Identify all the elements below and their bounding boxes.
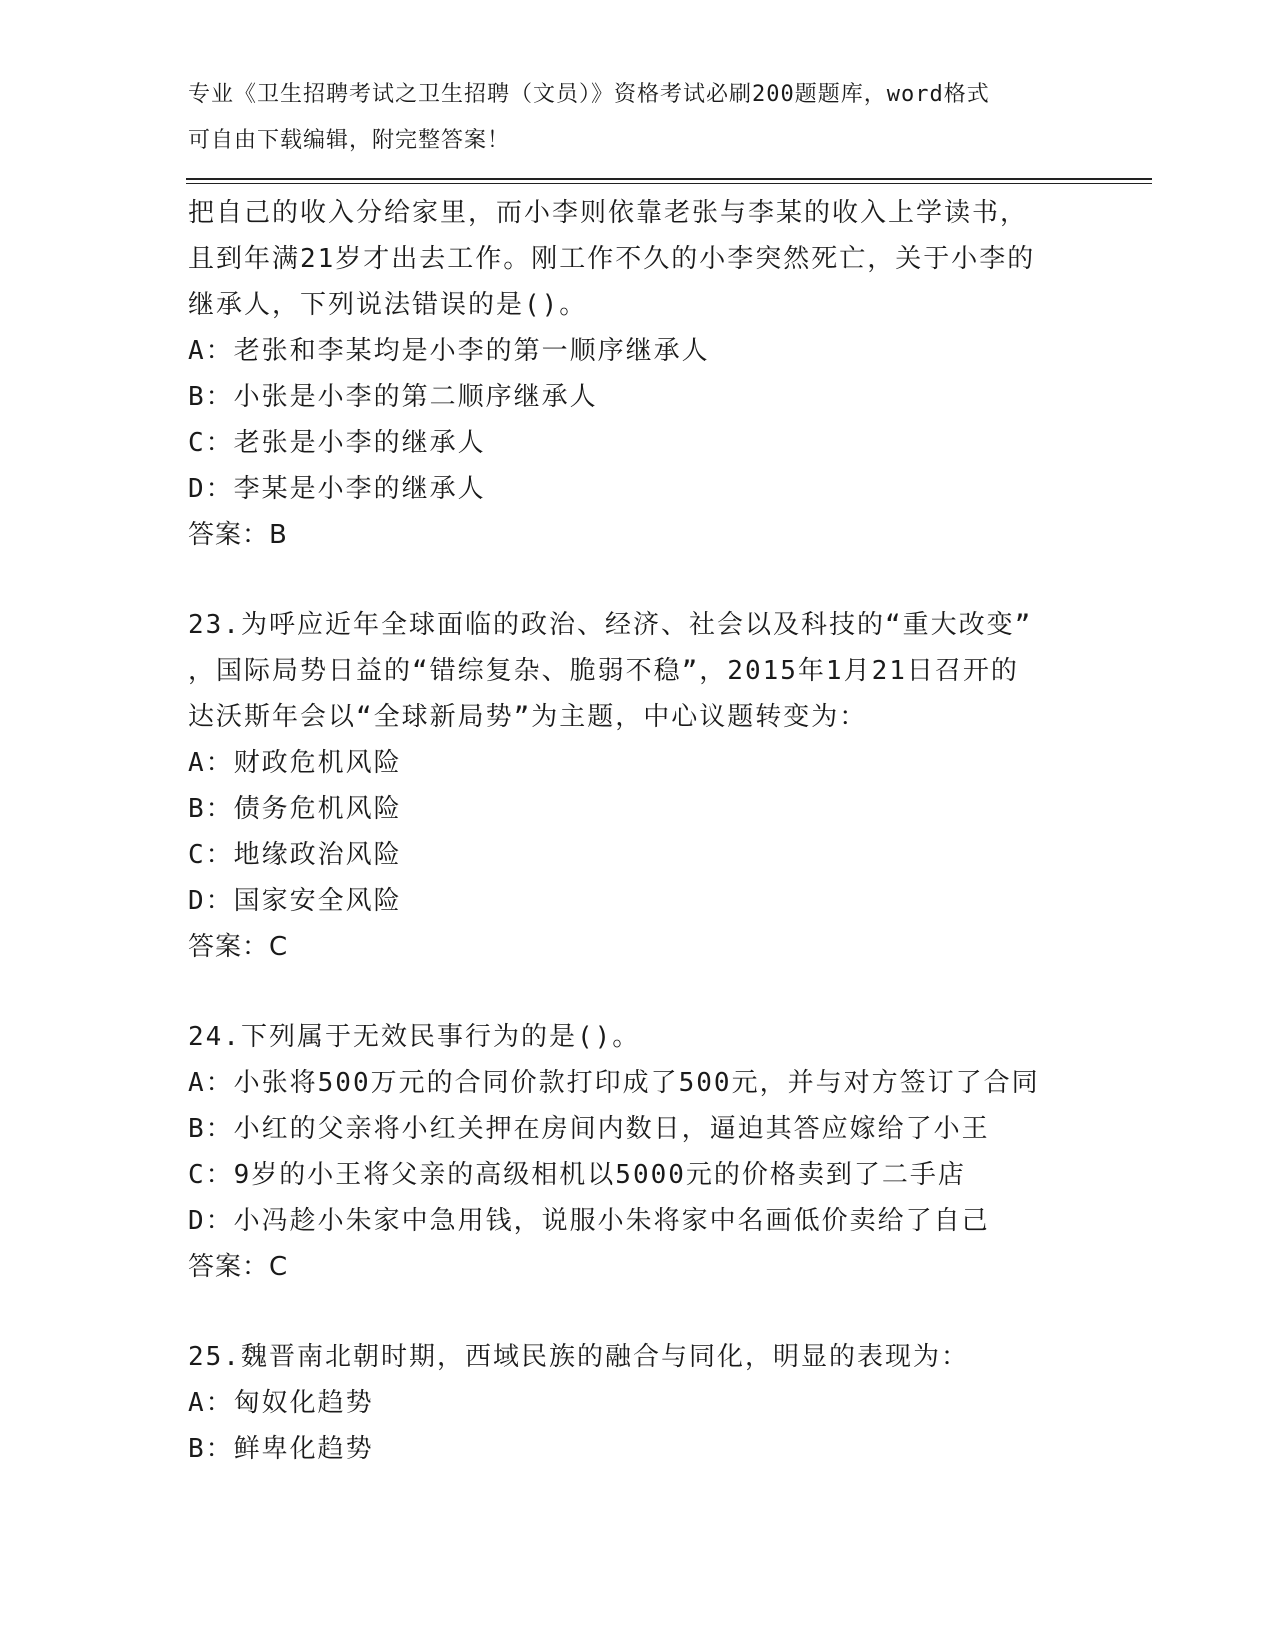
question-stem-line: 且到年满21岁才出去工作。刚工作不久的小李突然死亡，关于小李的: [188, 244, 1036, 274]
option-d: D：李某是小李的继承人: [188, 474, 486, 504]
option-a: A：财政危机风险: [188, 748, 402, 778]
document-body: [188, 190, 1148, 1472]
question-stem-line: 23.为呼应近年全球面临的政治、经济、社会以及科技的“重大改变”: [188, 610, 1033, 640]
spacer: [188, 970, 1148, 1014]
question-stem-line: 继承人，下列说法错误的是()。: [188, 290, 588, 320]
option-c: C：9岁的小王将父亲的高级相机以5000元的价格卖到了二手店: [188, 1160, 966, 1190]
option-b: B：小红的父亲将小红关押在房间内数日，逼迫其答应嫁给了小王: [188, 1114, 990, 1144]
option-b: B：债务危机风险: [188, 794, 402, 824]
header-rule-thick: [186, 178, 1152, 180]
header-line-1: 专业《卫生招聘考试之卫生招聘（文员）》资格考试必刷200题题库，word格式: [188, 82, 990, 107]
option-a: A：小张将500万元的合同价款打印成了500元，并与对方签订了合同: [188, 1068, 1040, 1098]
question-stem-line: 达沃斯年会以“全球新局势”为主题，中心议题转变为：: [188, 702, 868, 732]
question-25: [188, 1334, 1148, 1472]
spacer: [188, 1290, 1148, 1334]
answer: 答案：C: [188, 932, 289, 962]
question-24: [188, 1014, 1148, 1290]
question-stem-line: ，国际局势日益的“错综复杂、脆弱不稳”，2015年1月21日召开的: [188, 656, 1019, 686]
question-22: [188, 190, 1148, 558]
option-b: B：鲜卑化趋势: [188, 1434, 374, 1464]
option-b: B：小张是小李的第二顺序继承人: [188, 382, 598, 412]
question-23: [188, 602, 1148, 970]
header-rule-thin: [186, 183, 1152, 184]
answer: 答案：C: [188, 1252, 289, 1282]
spacer: [188, 558, 1148, 602]
answer: 答案：B: [188, 520, 288, 550]
option-c: C：地缘政治风险: [188, 840, 402, 870]
header-line-2: 可自由下载编辑，附完整答案！: [188, 128, 511, 153]
option-d: D：国家安全风险: [188, 886, 402, 916]
question-stem-line: 把自己的收入分给家里，而小李则依靠老张与李某的收入上学读书，: [188, 198, 1029, 228]
option-a: A：匈奴化趋势: [188, 1388, 374, 1418]
option-c: C：老张是小李的继承人: [188, 428, 486, 458]
question-stem-line: 25.魏晋南北朝时期，西域民族的融合与同化，明显的表现为：: [188, 1342, 969, 1372]
document-header: [188, 72, 1088, 164]
option-d: D：小冯趁小朱家中急用钱，说服小朱将家中名画低价卖给了自己: [188, 1206, 990, 1236]
question-stem-line: 24.下列属于无效民事行为的是()。: [188, 1022, 641, 1052]
option-a: A：老张和李某均是小李的第一顺序继承人: [188, 336, 710, 366]
